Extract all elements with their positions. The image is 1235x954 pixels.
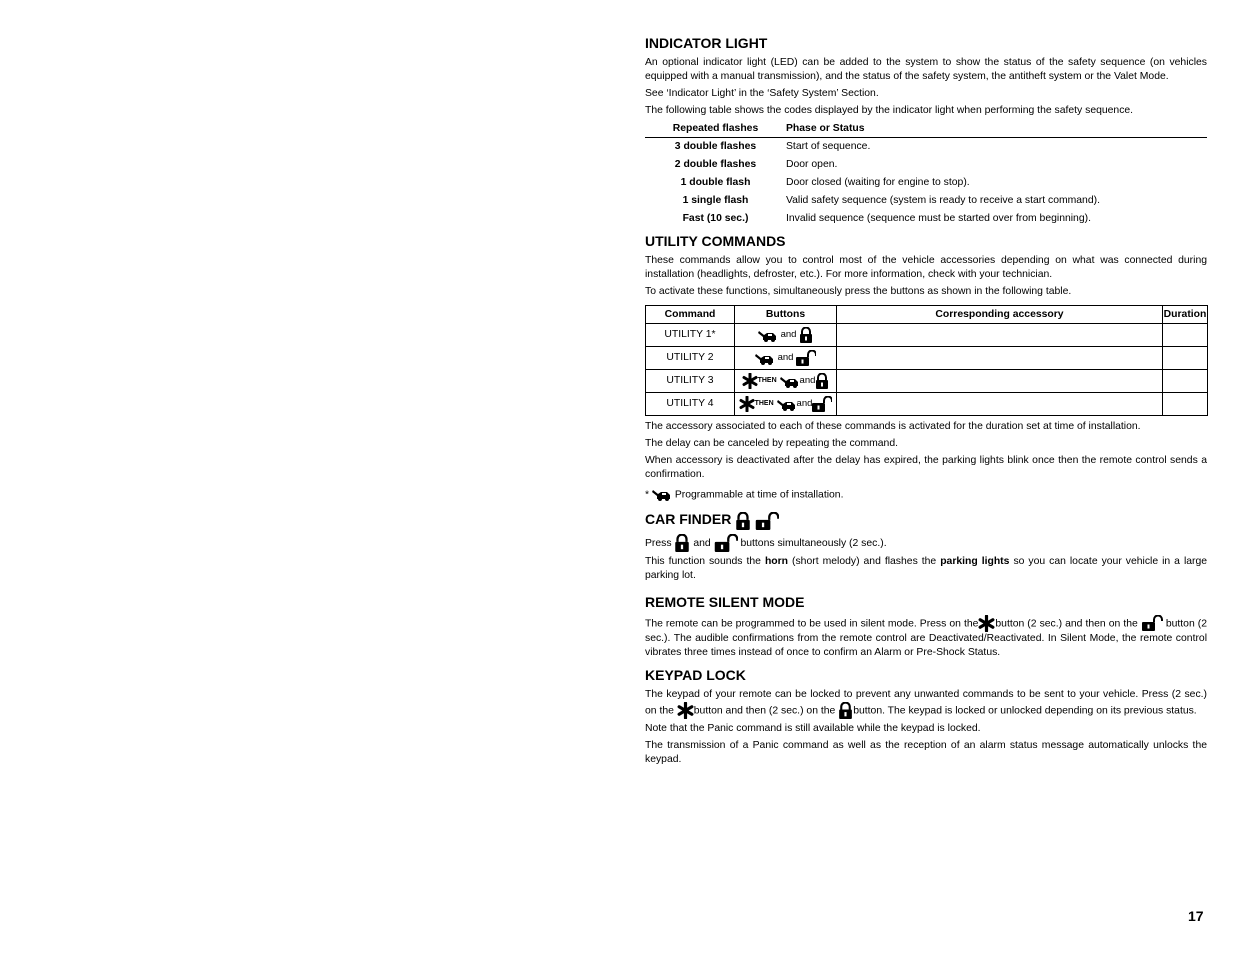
duration-cell	[1163, 324, 1208, 347]
phase-status: Start of sequence.	[786, 141, 871, 152]
silent-title: REMOTE SILENT MODE	[645, 593, 805, 610]
car-icon	[777, 398, 797, 411]
after-text: buttons simultaneously (2 sec.).	[740, 537, 887, 549]
silent-paragraph	[645, 615, 1207, 660]
then-text: THEN	[757, 377, 777, 384]
phase-status: Valid safety sequence (system is ready to receive a start command).	[786, 195, 1100, 206]
press-text: Press	[645, 537, 672, 549]
star-icon	[677, 702, 694, 719]
text: This function sounds the	[645, 555, 761, 567]
and-text: and	[799, 375, 816, 386]
and-text: and	[777, 352, 794, 363]
flash-code: Fast (10 sec.)	[682, 213, 749, 224]
table-row	[645, 192, 1207, 210]
and-text: and	[780, 329, 797, 340]
table-row	[646, 393, 1208, 416]
keypad-title: KEYPAD LOCK	[645, 666, 746, 683]
utility-paragraph-4: The delay can be canceled by repeating the command.	[645, 438, 898, 449]
indicator-title: INDICATOR LIGHT	[645, 35, 768, 51]
utility-paragraph-3: The accessory associated to each of these commands is activated for the duration set at time of installation.	[645, 421, 1141, 432]
unlock-icon	[755, 512, 779, 530]
carfinder-paragraph-1	[645, 534, 1207, 552]
then-text: THEN	[754, 400, 774, 407]
command-cell: UTILITY 2	[646, 347, 735, 370]
accessory-cell	[837, 347, 1163, 370]
table-row	[645, 138, 1207, 157]
keypad-paragraph-1	[645, 688, 1207, 719]
command-cell: UTILITY 1*	[646, 324, 735, 347]
text: so you can locate your vehicle in a large parking lot.	[645, 555, 1208, 581]
text: The remote can be programmed to be used in silent mode. Press on the	[645, 617, 979, 629]
unlock-icon	[1141, 615, 1163, 631]
header-accessory: Corresponding accessory	[837, 306, 1163, 324]
header-command: Command	[646, 306, 735, 324]
text: button and then (2 sec.) on the	[693, 704, 836, 716]
utility-paragraph-1: These commands allow you to control most of the vehicle accessories depending on what was connected during installation (headlights, defroster, etc.). For more information, check with your technician.	[645, 255, 1207, 280]
and-text: and	[796, 398, 813, 409]
lock-icon	[815, 373, 829, 389]
header-phase-status: Phase or Status	[786, 121, 1207, 138]
text: button. The keypad is locked or unlocked depending on its previous status.	[853, 704, 1197, 716]
indicator-table-header	[645, 121, 1207, 138]
car-icon	[755, 352, 775, 365]
unlock-icon	[796, 350, 816, 366]
command-cell: UTILITY 3	[646, 370, 735, 393]
flash-code: 1 single flash	[682, 195, 749, 206]
indicator-paragraph-2: See ‘Indicator Light’ in the ‘Safety System’ Section.	[645, 88, 879, 99]
horn-text: horn	[764, 555, 789, 567]
buttons-cell	[735, 324, 837, 347]
indicator-codes-table	[645, 121, 1207, 228]
accessory-cell	[837, 370, 1163, 393]
text: button (2 sec.). The audible confirmations from the remote control are Deactivated/Reactivated. In Silent Mode, the remote control vibrates three times instead of once to confirm an Alarm or Pre-Shock Status.	[645, 617, 1208, 658]
header-buttons: Buttons	[735, 306, 837, 324]
star-icon	[742, 373, 758, 389]
star-icon	[739, 396, 755, 412]
lock-icon	[735, 512, 751, 530]
car-icon	[652, 488, 672, 501]
buttons-cell	[735, 347, 837, 370]
command-cell: UTILITY 4	[646, 393, 735, 416]
text: The keypad of your remote can be locked to prevent any unwanted commands to be sent to your vehicle. Press (2 sec.) on the	[645, 688, 1207, 716]
lock-icon	[674, 534, 690, 552]
flash-code: 1 double flash	[680, 177, 751, 188]
lock-icon	[799, 327, 813, 343]
utility-table-header	[646, 306, 1208, 324]
header-repeated-flashes: Repeated flashes	[645, 121, 786, 138]
duration-cell	[1163, 370, 1208, 393]
table-row	[645, 174, 1207, 192]
table-row	[646, 370, 1208, 393]
page-number: 17	[1188, 908, 1204, 924]
carfinder-paragraph-2	[645, 555, 1207, 583]
table-row	[646, 324, 1208, 347]
and-text: and	[693, 537, 711, 549]
parking-lights-text: parking lights	[940, 555, 1010, 567]
utility-commands-table	[645, 305, 1208, 416]
phase-status: Invalid sequence (sequence must be started over from beginning).	[786, 213, 1091, 224]
unlock-icon	[812, 396, 832, 412]
keypad-paragraph-2: Note that the Panic command is still available while the keypad is locked.	[645, 722, 981, 734]
table-row	[645, 156, 1207, 174]
text: (short melody) and flashes the	[792, 555, 937, 567]
duration-cell	[1163, 393, 1208, 416]
page-column	[645, 30, 1207, 770]
phase-status: Door open.	[786, 159, 838, 170]
lock-icon	[838, 702, 853, 719]
text: button (2 sec.) and then on the	[995, 617, 1138, 629]
utility-paragraph-5: When accessory is deactivated after the delay has expired, the parking lights blink once then the remote control sends a confirmation.	[645, 455, 1207, 480]
utility-note	[645, 488, 1207, 502]
carfinder-heading	[645, 510, 1207, 529]
note-asterisk: *	[645, 489, 650, 501]
utility-title: UTILITY COMMANDS	[645, 233, 786, 249]
utility-paragraph-2: To activate these functions, simultaneously press the buttons as shown in the following table.	[645, 286, 1072, 297]
keypad-paragraph-3: The transmission of a Panic command as well as the reception of an alarm status message automatically unlocks the keypad.	[645, 739, 1207, 765]
table-row	[645, 210, 1207, 228]
car-icon	[780, 375, 800, 388]
indicator-paragraph-1: An optional indicator light (LED) can be added to the system to show the status of the safety sequence (on vehicles equipped with a manual transmission), and the status of the safety system, the antitheft system or the Valet Mode.	[645, 57, 1207, 82]
note-text: Programmable at time of installation.	[674, 489, 844, 501]
unlock-icon	[714, 534, 738, 552]
flash-code: 3 double flashes	[674, 141, 757, 152]
star-icon	[978, 615, 995, 632]
duration-cell	[1163, 347, 1208, 370]
accessory-cell	[837, 324, 1163, 347]
flash-code: 2 double flashes	[674, 159, 757, 170]
table-row	[646, 347, 1208, 370]
phase-status: Door closed (waiting for engine to stop).	[786, 177, 970, 188]
accessory-cell	[837, 393, 1163, 416]
buttons-cell	[735, 393, 837, 416]
indicator-paragraph-3: The following table shows the codes displayed by the indicator light when performing the safety sequence.	[645, 105, 1134, 116]
buttons-cell	[735, 370, 837, 393]
car-icon	[758, 329, 778, 342]
header-duration: Duration	[1163, 306, 1208, 324]
carfinder-title: CAR FINDER	[645, 511, 732, 528]
